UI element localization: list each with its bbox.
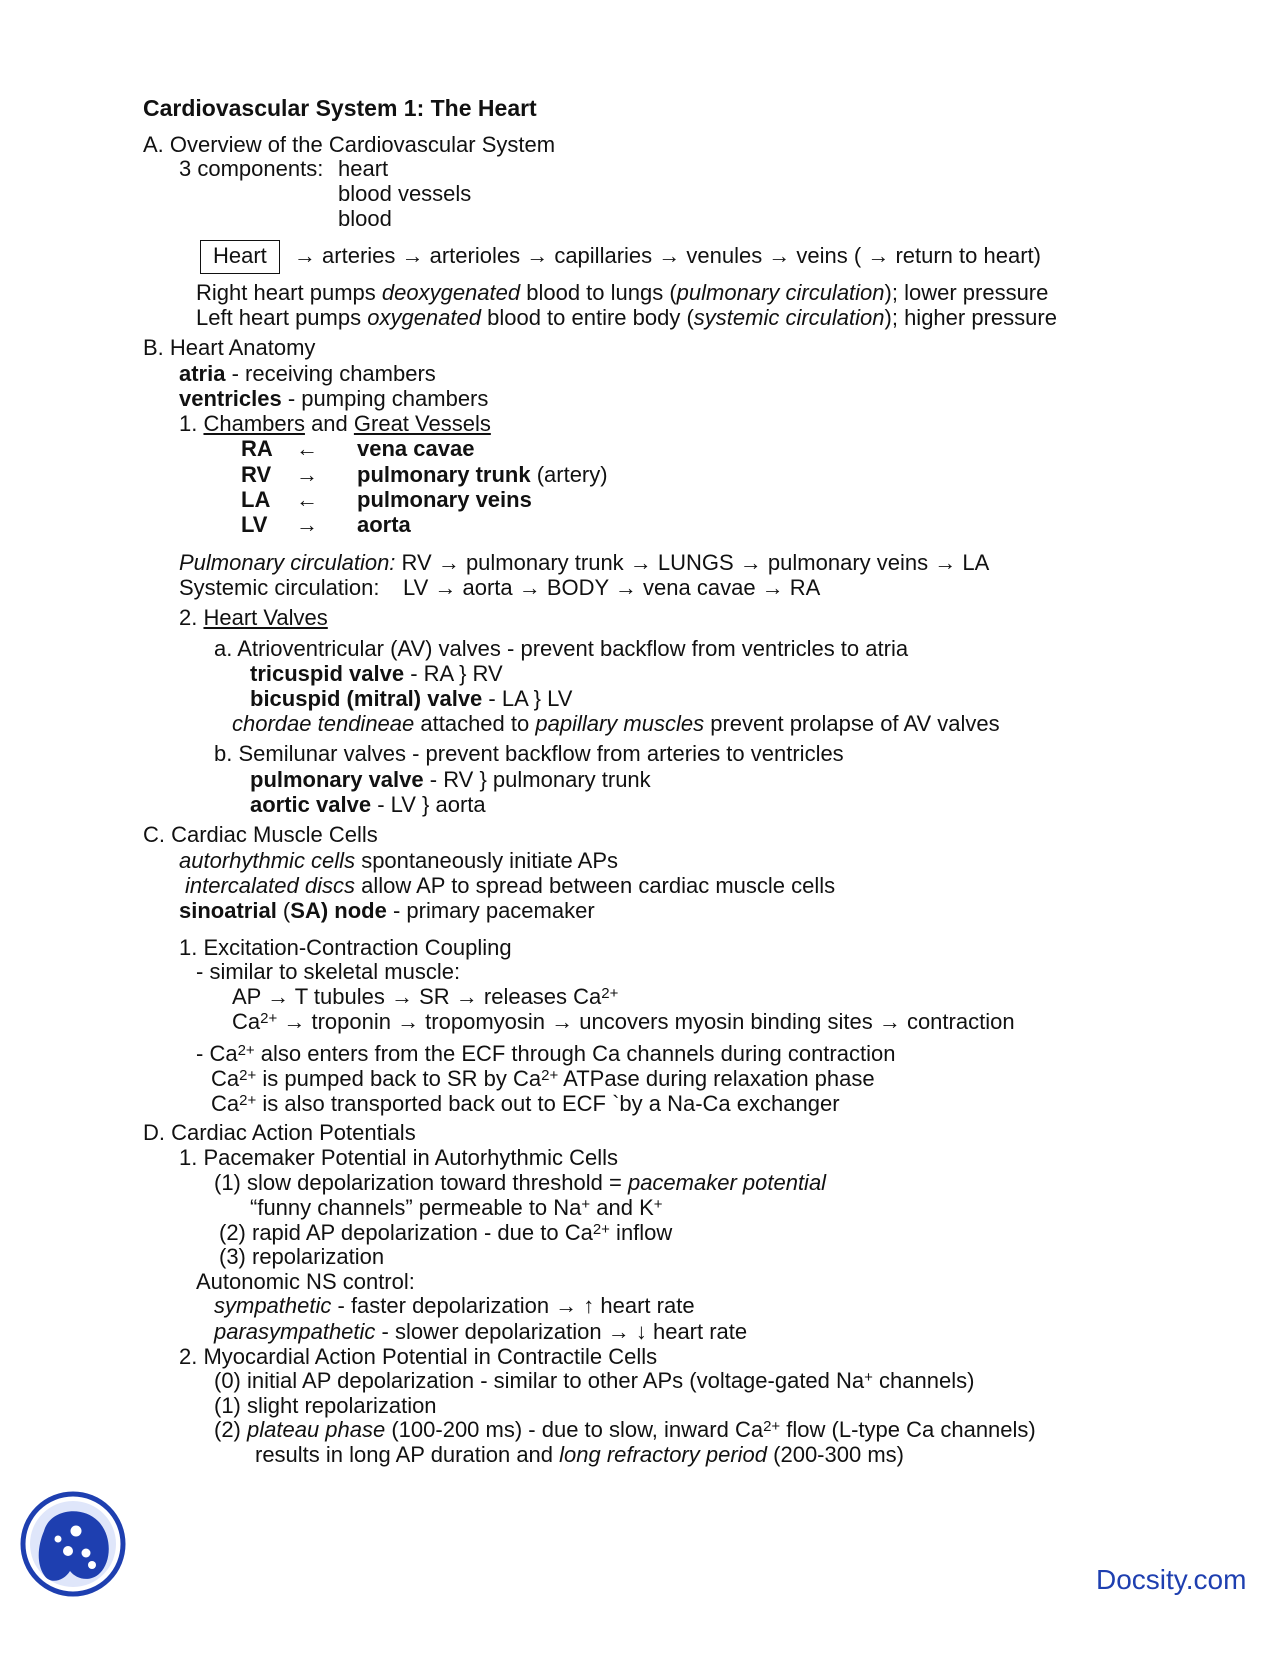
superscript: 2+ — [763, 1418, 781, 1435]
superscript: + — [581, 1196, 591, 1213]
semilunar-heading: b. Semilunar valves - prevent backflow from arteries to ventricles — [214, 741, 844, 766]
text-segment: spontaneously initiate APs — [355, 848, 619, 873]
systemic-circulation-path: LV → aorta → BODY → vena cavae → RA — [403, 575, 821, 600]
text-segment: (1) slow depolarization toward threshold = — [214, 1170, 628, 1195]
text-segment: (2) rapid AP depolarization - due to Ca — [219, 1220, 593, 1245]
autorhythmic-line — [179, 848, 618, 874]
chordae-line — [232, 711, 1000, 737]
parasympathetic-line — [214, 1319, 747, 1345]
superscript: 2+ — [239, 1092, 257, 1109]
circulation-path: RV → pulmonary trunk → LUNGS → pulmonary veins → LA — [395, 550, 990, 575]
pacemaker-subheading: 1. Pacemaker Potential in Autorhythmic Cells — [179, 1145, 618, 1170]
aortic-valve-line — [250, 792, 486, 818]
chamber-arrow: → — [296, 512, 318, 537]
circulation-flow-line — [200, 240, 1041, 274]
text-segment: allow AP to spread between cardiac muscle cells — [354, 873, 836, 898]
ca-sequence-line — [232, 1009, 1015, 1035]
definition: - LA } LV — [482, 686, 573, 711]
systemic-circulation-label: Systemic circulation: — [179, 575, 380, 600]
underlined-text: Great Vessels — [353, 411, 491, 436]
components-label: 3 components: — [179, 156, 324, 181]
chamber-arrow: → — [296, 462, 318, 487]
text-segment: Ca — [211, 1066, 240, 1091]
emphasis-text: papillary muscles — [535, 711, 705, 736]
ventricles-line — [179, 386, 488, 412]
underlined-text: Heart Valves — [203, 605, 328, 630]
chamber-arrow: ← — [296, 487, 318, 512]
component-item: blood — [338, 206, 392, 231]
superscript: 2+ — [541, 1067, 559, 1084]
emphasis-text: autorhythmic cells — [179, 848, 356, 873]
text-segment: prevent prolapse of AV valves — [704, 711, 1000, 736]
sympathetic-line — [214, 1293, 695, 1319]
text-segment: ( — [276, 898, 291, 923]
term: tricuspid valve — [250, 661, 405, 686]
bicuspid-line — [250, 686, 572, 712]
chamber-vessel — [357, 512, 411, 538]
emphasis-text: pulmonary circulation — [676, 280, 885, 305]
atria-line — [179, 361, 436, 387]
text-segment: - slower depolarization → ↓ heart rate — [375, 1319, 748, 1344]
autonomic-control-label: Autonomic NS control: — [196, 1269, 415, 1294]
valves-subheading — [179, 605, 328, 631]
superscript: + — [653, 1196, 663, 1213]
text-segment: (100-200 ms) - due to slow, inward Ca — [385, 1417, 764, 1442]
text-segment: blood to entire body ( — [480, 305, 694, 330]
ec-coupling-subheading: 1. Excitation-Contraction Coupling — [179, 935, 512, 960]
text-segment: - faster depolarization → ↑ heart rate — [331, 1293, 695, 1318]
text-segment: → troponin → tropomyosin → uncovers myosin binding sites → contraction — [277, 1009, 1015, 1034]
circulation-label: Pulmonary circulation: — [179, 550, 396, 575]
term: ventricles — [179, 386, 282, 411]
component-item: blood vessels — [338, 181, 472, 206]
section-b-heading: B. Heart Anatomy — [143, 335, 316, 360]
ecf-entry-line — [196, 1041, 895, 1067]
emphasis-text: oxygenated — [367, 305, 481, 330]
text-segment: and K — [590, 1195, 654, 1220]
definition: - RV } pulmonary trunk — [423, 767, 651, 792]
text-segment: AP → T tubules → SR → releases Ca — [232, 984, 602, 1009]
term: bicuspid (mitral) valve — [250, 686, 483, 711]
underlined-text: Chambers — [203, 411, 305, 436]
chamber-vessel — [357, 462, 608, 488]
text-segment: ATPase during relaxation phase — [558, 1066, 875, 1091]
vessel-name: pulmonary trunk — [357, 462, 531, 487]
definition: - RA } RV — [404, 661, 503, 686]
vessel-name: aorta — [357, 512, 411, 537]
myocardial-phase-1: (1) slight repolarization — [214, 1393, 437, 1418]
myocardial-phase-2 — [214, 1417, 1036, 1443]
chamber-name: RV — [241, 462, 272, 487]
text-segment: channels) — [872, 1368, 975, 1393]
definition: - pumping chambers — [281, 386, 489, 411]
section-a-heading: A. Overview of the Cardiovascular System — [143, 132, 556, 157]
text-segment: - Ca — [196, 1041, 238, 1066]
text-segment: 2. — [179, 605, 204, 630]
text-segment: is pumped back to SR by Ca — [256, 1066, 542, 1091]
term: pulmonary valve — [250, 767, 424, 792]
term: SA) node — [290, 898, 387, 923]
superscript: 2+ — [601, 985, 619, 1002]
chamber-name: LA — [241, 487, 271, 512]
av-valves-heading: a. Atrioventricular (AV) valves - prevent backflow from ventricles to atria — [214, 636, 909, 661]
definition: - receiving chambers — [225, 361, 436, 386]
text-segment: (2) — [214, 1417, 247, 1442]
ca-pump-line — [211, 1066, 875, 1092]
tricuspid-line — [250, 661, 503, 687]
emphasis-text: chordae tendineae — [232, 711, 415, 736]
text-segment: ); lower pressure — [884, 280, 1049, 305]
chambers-subheading — [179, 411, 491, 437]
text-segment: inflow — [609, 1220, 673, 1245]
pulmonary-valve-line — [250, 767, 651, 793]
superscript: 2+ — [239, 1067, 257, 1084]
text-segment: Left heart pumps — [196, 305, 368, 330]
text-segment: ); higher pressure — [884, 305, 1057, 330]
text-segment: (0) initial AP depolarization - similar to other APs (voltage-gated Na — [214, 1368, 865, 1393]
right-heart-line — [196, 280, 1048, 306]
emphasis-text: sympathetic — [214, 1293, 332, 1318]
text-segment: 1. — [179, 411, 204, 436]
definition: - primary pacemaker — [386, 898, 595, 923]
text-segment: and — [304, 411, 354, 436]
docsity-brand-link[interactable]: Docsity.com — [1096, 1564, 1247, 1595]
section-c-heading: C. Cardiac Muscle Cells — [143, 822, 378, 847]
text-segment: also enters from the ECF through Ca channels during contraction — [254, 1041, 896, 1066]
vessel-name: pulmonary veins — [357, 487, 532, 512]
chamber-arrow: ← — [296, 436, 318, 461]
refractory-period-line — [255, 1442, 904, 1468]
section-d-heading: D. Cardiac Action Potentials — [143, 1120, 416, 1145]
text-segment: blood to lungs ( — [520, 280, 677, 305]
sa-node-line — [179, 898, 595, 924]
myocardial-subheading: 2. Myocardial Action Potential in Contractile Cells — [179, 1344, 658, 1369]
flow-sequence: → arteries → arterioles → capillaries → venules → veins ( → return to heart) — [293, 243, 1041, 268]
pacemaker-step-2 — [219, 1220, 672, 1246]
text-segment: Ca — [232, 1009, 261, 1034]
text-segment: (200-300 ms) — [767, 1442, 904, 1467]
chamber-name: LV — [241, 512, 268, 537]
left-heart-line — [196, 305, 1057, 331]
chamber-vessel — [357, 436, 474, 462]
text-segment: flow (L-type Ca channels) — [780, 1417, 1036, 1442]
vessel-name: vena cavae — [357, 436, 475, 461]
text-segment: results in long AP duration and — [255, 1442, 560, 1467]
chamber-vessel — [357, 487, 532, 513]
funny-channels-line — [250, 1195, 663, 1221]
text-segment: Right heart pumps — [196, 280, 382, 305]
emphasis-text: deoxygenated — [381, 280, 521, 305]
myocardial-phase-0 — [214, 1368, 974, 1394]
superscript: 2+ — [237, 1042, 255, 1059]
superscript: 2+ — [260, 1010, 278, 1027]
ap-sequence-line — [232, 984, 618, 1010]
text-segment: is also transported back out to ECF `by a Na-Ca exchanger — [256, 1091, 840, 1116]
definition: - LV } aorta — [371, 792, 486, 817]
pacemaker-step-1 — [214, 1170, 826, 1196]
docsity-logo-icon[interactable] — [20, 1491, 126, 1597]
chamber-name: RA — [241, 436, 273, 461]
pacemaker-step-3: (3) repolarization — [219, 1244, 385, 1269]
term: aortic valve — [250, 792, 372, 817]
term: atria — [179, 361, 226, 386]
pulmonary-circulation-line — [179, 550, 989, 576]
emphasis-text: plateau phase — [247, 1417, 386, 1442]
component-item: heart — [338, 156, 389, 181]
superscript: 2+ — [592, 1221, 610, 1238]
document-title: Cardiovascular System 1: The Heart — [143, 95, 537, 121]
vessel-note: (artery) — [530, 462, 608, 487]
term: sinoatrial — [179, 898, 277, 923]
intercalated-line — [185, 873, 835, 899]
superscript: + — [864, 1369, 873, 1386]
emphasis-text: intercalated discs — [185, 873, 355, 898]
heart-box: Heart — [200, 240, 280, 274]
text-segment: Ca — [211, 1091, 240, 1116]
emphasis-text: pacemaker potential — [627, 1170, 827, 1195]
ca-exchanger-line — [211, 1091, 840, 1117]
text-segment: attached to — [414, 711, 536, 736]
emphasis-text: parasympathetic — [214, 1319, 376, 1344]
text-segment: “funny channels” permeable to Na — [250, 1195, 582, 1220]
emphasis-text: long refractory period — [559, 1442, 768, 1467]
emphasis-text: systemic circulation — [693, 305, 885, 330]
similar-line: - similar to skeletal muscle: — [196, 959, 461, 984]
